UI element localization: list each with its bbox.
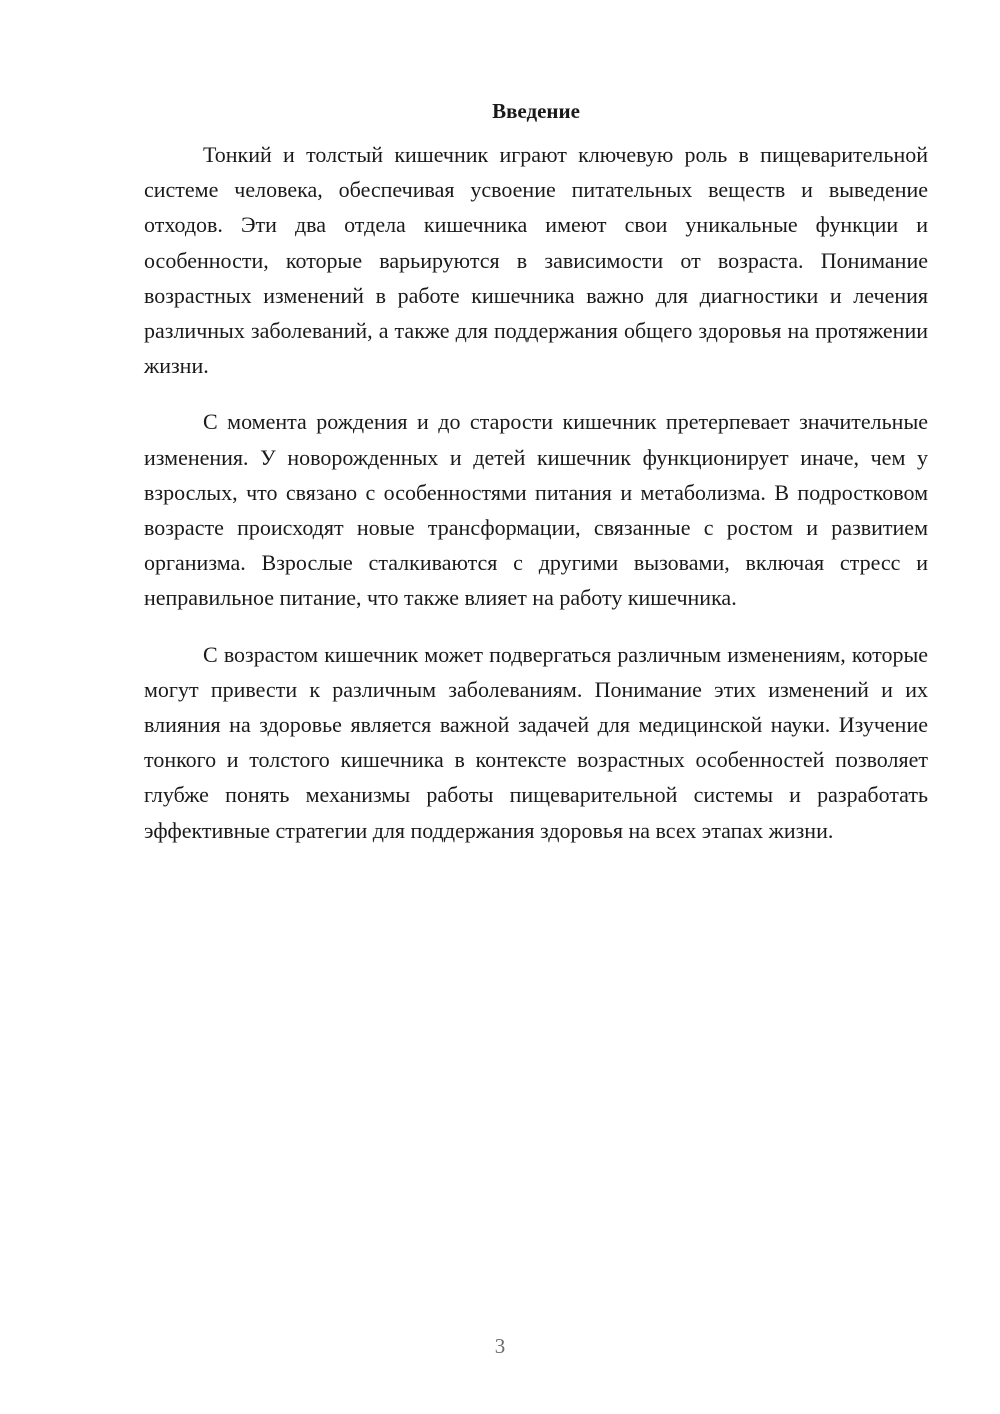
- paragraph-1: Тонкий и толстый кишечник играют ключевую роль в пищеварительной системе человека, обеспечивая усвоение питательных веществ и выведение отходов. Эти два отдела кишечника имеют свои уникальные функции и особенности, которые варьируются в зависимости от возраста. Понимание возрастных изменений в работе кишечника важно для диагностики и лечения различных заболеваний, а также для поддержания общего здоровья на протяжении жизни.: [144, 142, 928, 379]
- paragraph-3: С возрастом кишечник может подвергаться различным изменениям, которые могут привести к различным заболеваниям. Понимание этих изменений и их влияния на здоровье является важной задачей для медицинской науки. Изучение тонкого и толстого кишечника в контексте возрастных особенностей позволяет глубже понять механизмы работы пищеварительной системы и разработать эффективные стратегии для поддержания здоровья на всех этапах жизни.: [144, 641, 928, 843]
- page-number: 3: [494, 1334, 506, 1358]
- paragraph-2: С момента рождения и до старости кишечник претерпевает значительные изменения. У новорожденных и детей кишечник функционирует иначе, чем у взрослых, что связано с особенностями питания и метаболизма. В подростковом возрасте происходят новые трансформации, связанные с ростом и развитием организма. Взрослые сталкиваются с другими вызовами, включая стресс и неправильное питание, что также влияет на работу кишечника.: [144, 409, 928, 611]
- page-content: [144, 95, 928, 869]
- section-heading: Введение: [492, 99, 580, 123]
